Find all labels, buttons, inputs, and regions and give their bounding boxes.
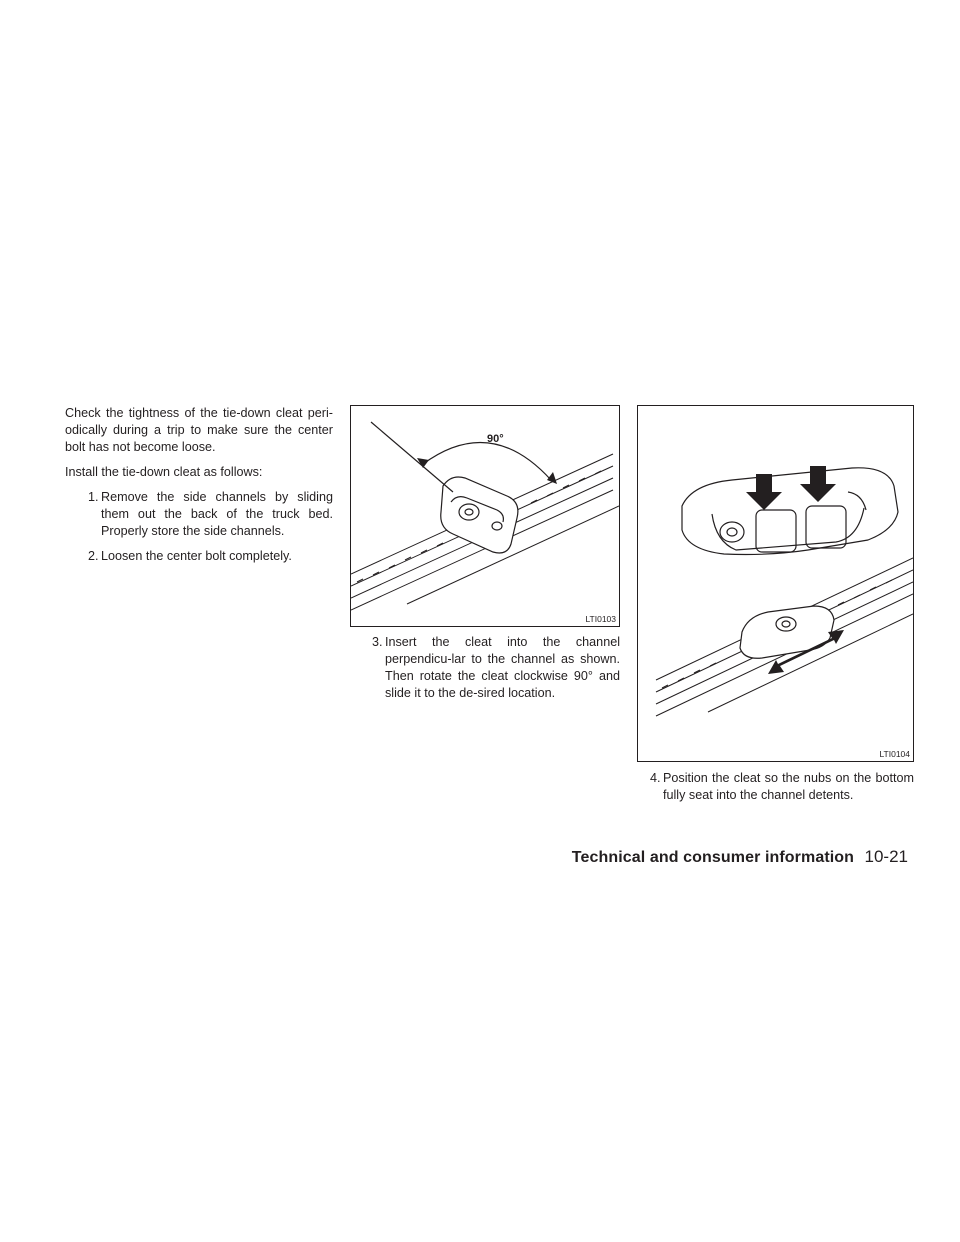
list-item bbox=[65, 489, 333, 540]
step-number: 3. bbox=[372, 635, 383, 649]
angle-label: 90° bbox=[487, 433, 504, 445]
step-4 bbox=[650, 770, 914, 804]
step-text: Loosen the center bolt completely. bbox=[101, 549, 292, 563]
list-item bbox=[65, 548, 333, 565]
cleat-rotate-illustration bbox=[351, 406, 619, 626]
step-number: 4. bbox=[650, 771, 661, 785]
step-text: Position the cleat so the nubs on the bottom fully seat into the channel detents. bbox=[663, 771, 914, 802]
figure-code: LTI0104 bbox=[879, 749, 910, 759]
figure-cleat-rotate bbox=[350, 405, 620, 627]
install-steps-list bbox=[65, 489, 333, 565]
step-text: Remove the side channels by sliding them out the back of the truck bed. Properly store the side channels. bbox=[101, 490, 333, 538]
page-number: 10-21 bbox=[864, 847, 908, 866]
step-text: Insert the cleat into the channel perpendicu-lar to the channel as shown. Then rotate the cleat clockwise 90° and slide it to the de-sired location. bbox=[385, 635, 620, 700]
intro-paragraph: Check the tightness of the tie-down cleat peri-odically during a trip to make sure the center bolt has not become loose. bbox=[65, 406, 333, 454]
figure-cleat-seat bbox=[637, 405, 914, 762]
step-3 bbox=[372, 634, 620, 702]
intro-lead: Install the tie-down cleat as follows: bbox=[65, 465, 263, 479]
cleat-seat-illustration bbox=[638, 406, 913, 761]
step-number: 2. bbox=[88, 549, 99, 563]
section-title: Technical and consumer information bbox=[571, 849, 855, 866]
left-column bbox=[65, 405, 333, 573]
step-number: 1. bbox=[88, 490, 99, 504]
figure-code: LTI0103 bbox=[585, 614, 616, 624]
page-footer bbox=[572, 847, 908, 867]
